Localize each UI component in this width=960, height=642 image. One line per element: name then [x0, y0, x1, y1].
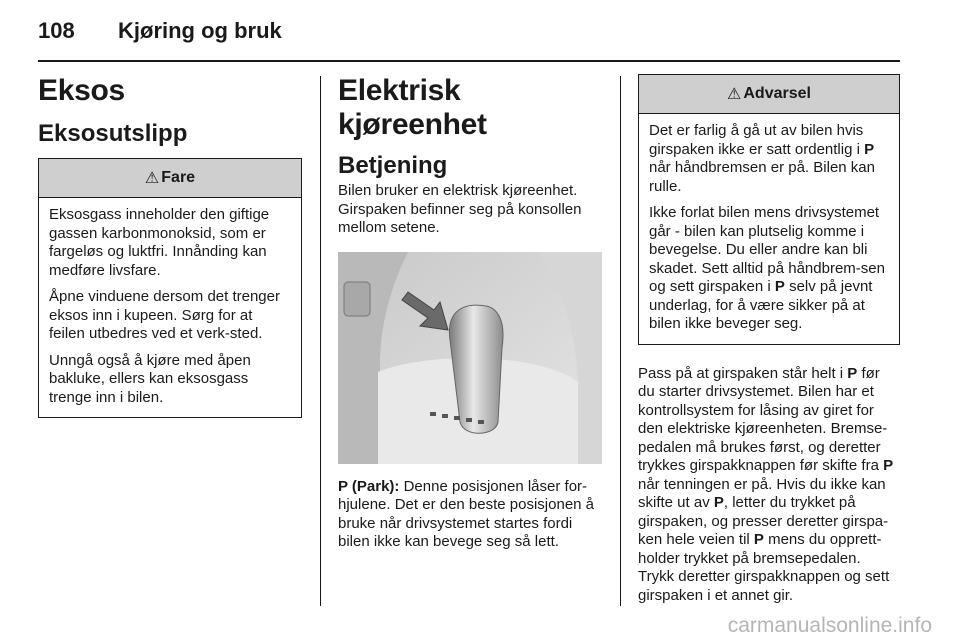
- danger-box-header: [39, 159, 301, 198]
- danger-paragraph-2: Åpne vinduene dersom det trenger eksos inn i kupeen. Sørg for at feilen utbedres ved et verk-sted.: [49, 288, 280, 342]
- warning-box-header: [639, 75, 899, 114]
- gear-lever-illustration: [338, 252, 602, 464]
- subheading-betjening: Betjening: [338, 152, 448, 179]
- page-number: 108: [38, 18, 75, 43]
- gear-lever-photo: [338, 252, 602, 464]
- column-2: [338, 74, 602, 552]
- column-3: [638, 74, 900, 605]
- danger-box: [38, 158, 302, 418]
- danger-paragraph-1: Eksosgass inneholder den giftige gassen karbonmonoksid, som er fargeløs og luktfri. Innånding kan medføre livsfare.: [49, 206, 270, 279]
- danger-paragraph-3: Unngå også å kjøre med åpen bakluke, ellers kan eksosgass trenge inn i bilen.: [49, 351, 251, 406]
- warning-triangle-icon: ⚠: [144, 170, 160, 187]
- section-heading-elektrisk-kjoreenhet: Elektrisk kjøreenhet: [338, 74, 487, 141]
- park-text: Denne posisjonen låser for-hjulene. Det er den beste posisjonen å bruke når drivsystemet startes fordi bilen ikke kan bevege seg så lett.: [338, 477, 595, 550]
- danger-box-body: [39, 198, 301, 417]
- warning-box-title: Advarsel: [743, 85, 811, 102]
- header-rule: [38, 60, 900, 62]
- watermark: carmanualsonline.info: [727, 614, 932, 637]
- warning-paragraph-1: Det er farlig å gå ut av bilen hvis girspaken ikke er satt ordentlig i P når håndbremsen er på. Bilen kan rulle.: [649, 122, 875, 195]
- danger-box-title: Fare: [161, 169, 196, 186]
- park-paragraph: [338, 478, 602, 552]
- intro-paragraph: Bilen bruker en elektrisk kjøreenhet. Girspaken befinner seg på konsollen mellom setene.: [338, 182, 582, 236]
- subheading-eksosutslipp: Eksosutslipp: [38, 120, 188, 147]
- running-header: Kjøring og bruk: [118, 18, 282, 43]
- body-paragraph: Pass på at girspaken står helt i P før du starter drivsystemet. Bilen har et kontrollsystem for låsing av giret for den elektriske kjøreenheten. Bremse-pedalen må brukes først, og deretter trykkes girspakknappen før skifte fra P når tenningen er på. Hvis du ikke kan skifte ut av P, letter du trykket på girspaken, og presser deretter girspa-ken hele veien til P mens du opprett-holder trykket på bremsepedalen. Trykk deretter girspakknappen og sett girspaken i et annet gir.: [638, 364, 894, 604]
- warning-box-body: [639, 114, 899, 344]
- section-heading-eksos: Eksos: [38, 74, 125, 107]
- park-label: P (Park):: [338, 477, 400, 495]
- column-1: [38, 74, 302, 418]
- column-divider-1: [320, 76, 321, 606]
- warning-box: [638, 74, 900, 345]
- warning-paragraph-2: Ikke forlat bilen mens drivsystemet går - bilen kan plutselig komme i bevegelse. Du eller andre kan bli skadet. Sett alltid på håndbrem-sen og sett girspaken i P selv på jevnt underlag, for å være sikker på at bilen ikke beveger seg.: [649, 204, 885, 332]
- column-divider-2: [620, 76, 621, 606]
- warning-triangle-icon: ⚠: [727, 86, 742, 103]
